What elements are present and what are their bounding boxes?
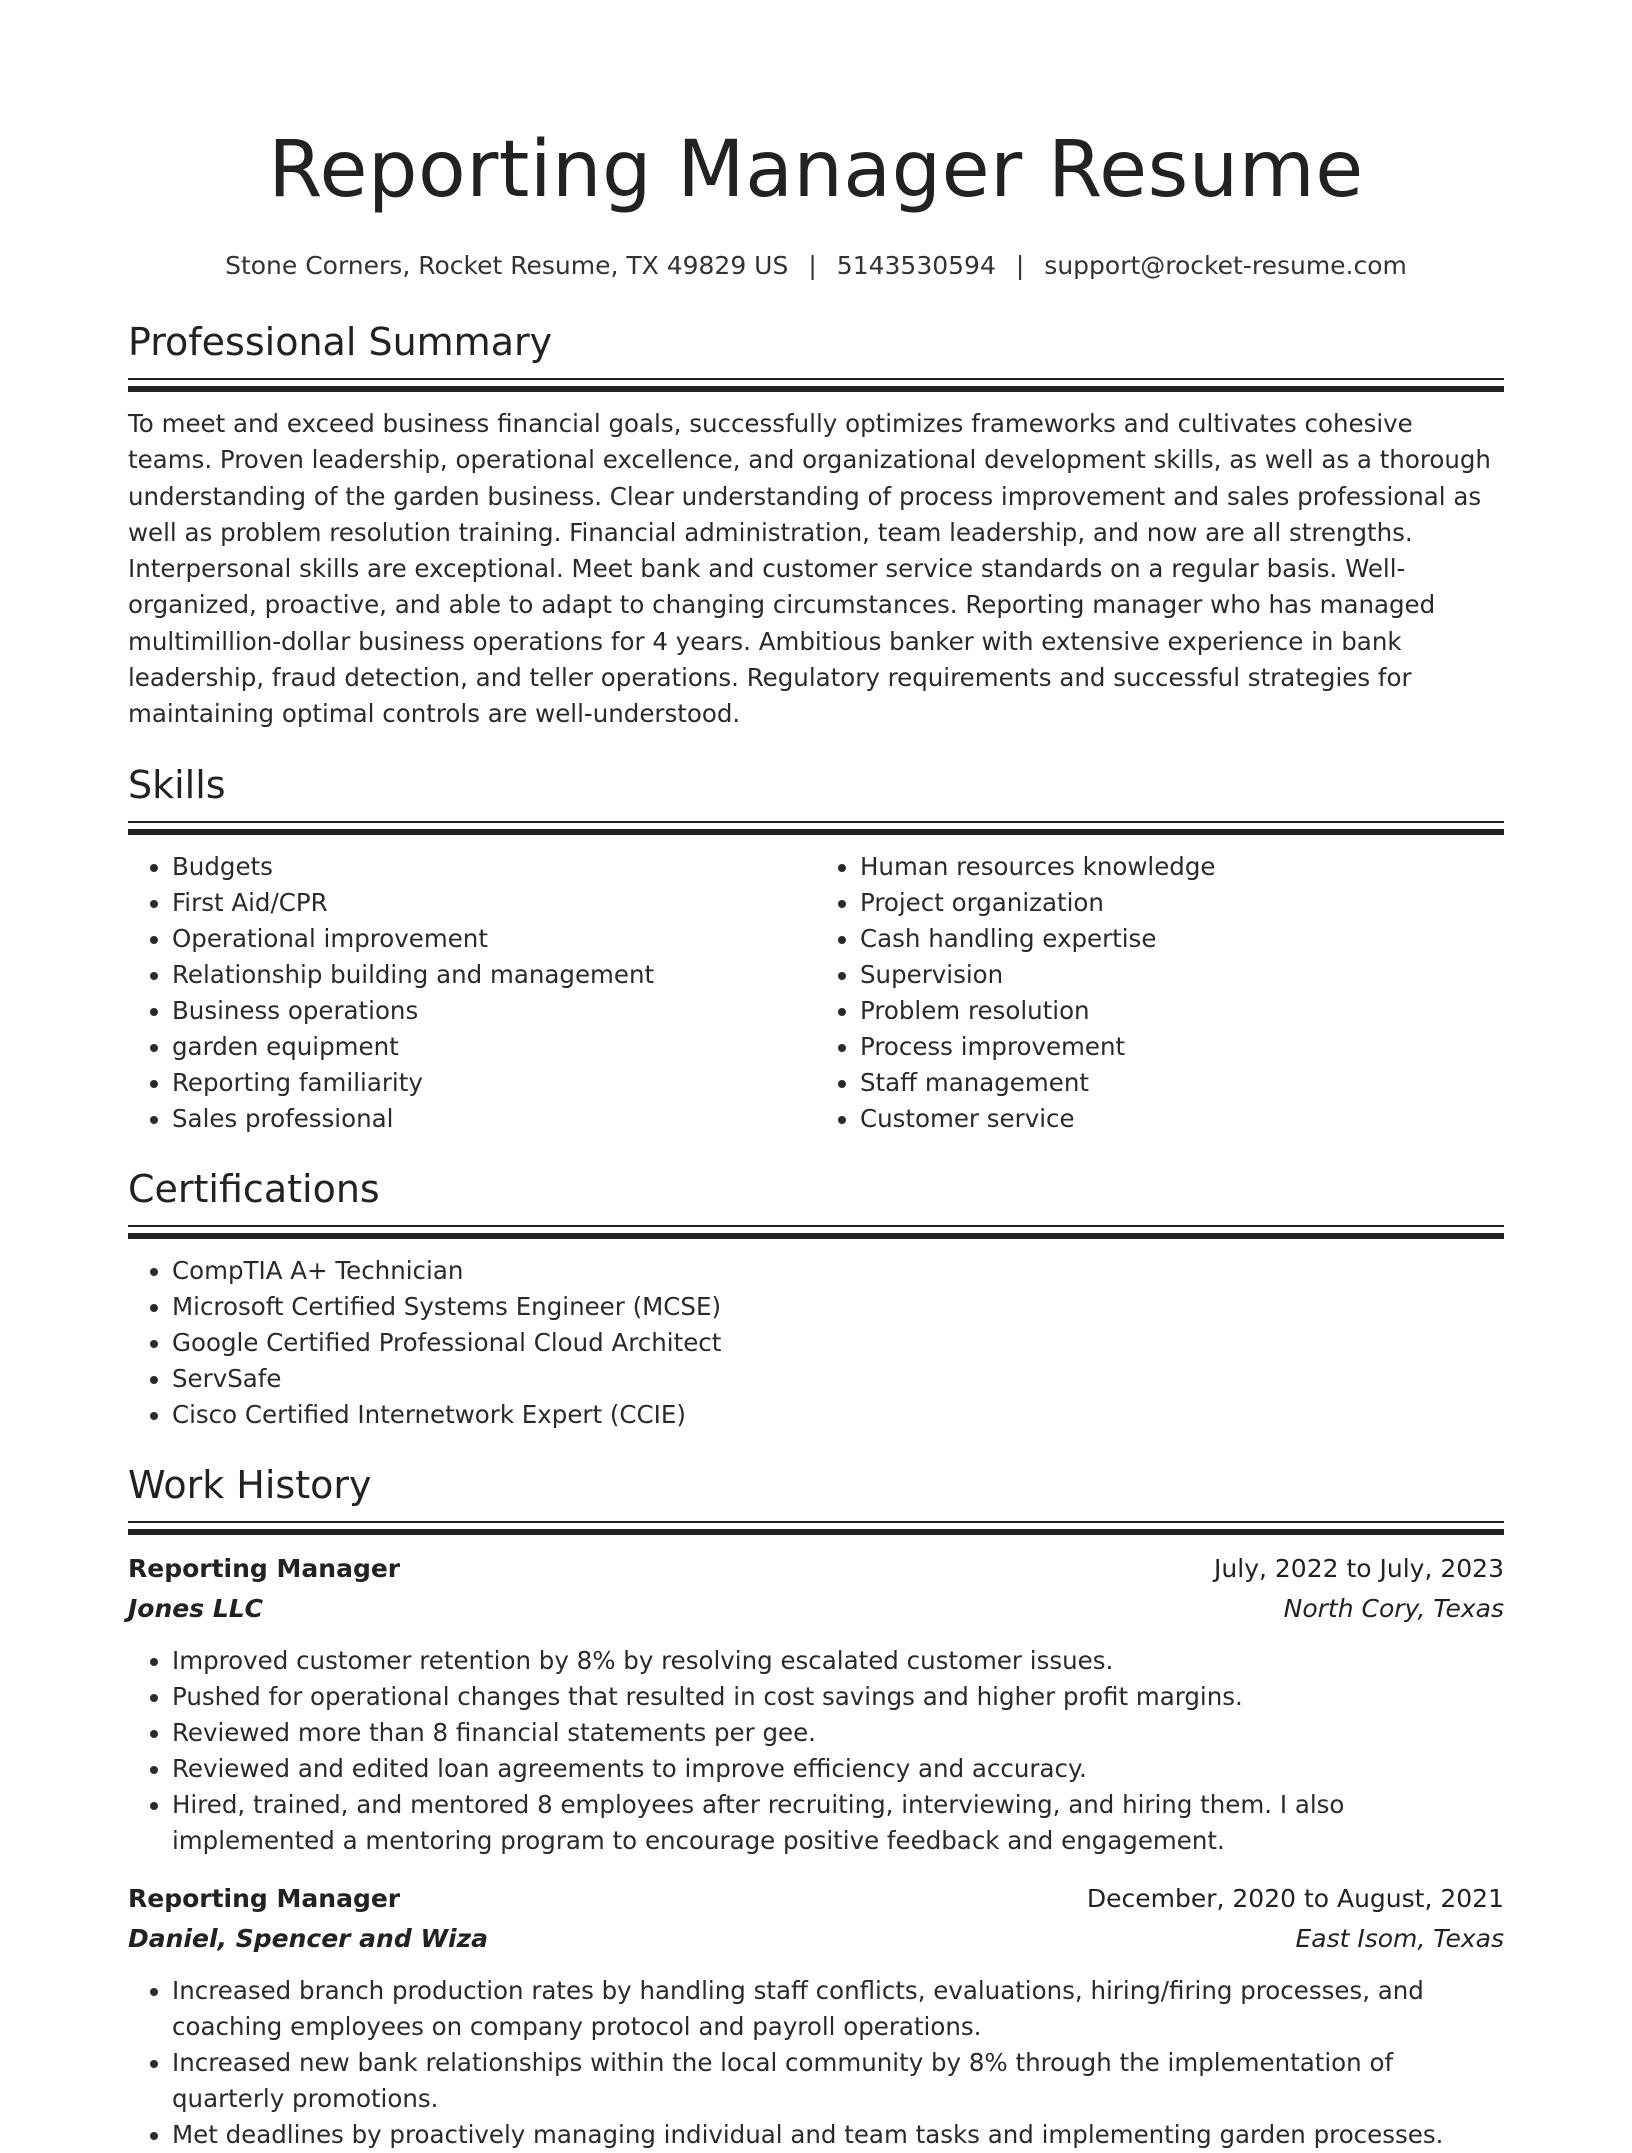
certifications-section (128, 1165, 1504, 1433)
job-entry (128, 1549, 1504, 1859)
work-history-section (128, 1461, 1504, 2153)
job-bullet: • Met deadlines by proactively managing individual and team tasks and implementing garden processes. (172, 2117, 1504, 2153)
skills-list-left (128, 849, 816, 1137)
job-subheader (128, 1589, 1504, 1629)
certification-item: • ServSafe (172, 1361, 1504, 1397)
job-bullet: • Reviewed more than 8 financial statements per gee. (172, 1715, 1504, 1751)
job-bullet: • Hired, trained, and mentored 8 employees after recruiting, interviewing, and hiring them. I also implemented a mentoring program to encourage positive feedback and engagement. (172, 1787, 1504, 1859)
job-location: North Cory, Texas (1283, 1593, 1504, 1623)
certification-item: • Cisco Certified Internetwork Expert (CCIE) (172, 1397, 1504, 1433)
job-bullet: • Increased new bank relationships within the local community by 8% through the implementation of quarterly promotions. (172, 2045, 1504, 2117)
job-bullet: • Improved customer retention by 8% by resolving escalated customer issues. (172, 1643, 1504, 1679)
skill-item: • garden equipment (172, 1029, 816, 1065)
job-dates: December, 2020 to August, 2021 (1086, 1883, 1504, 1913)
summary-text: To meet and exceed business financial goals, successfully optimizes frameworks and cultivates cohesive teams. Proven leadership, operational excellence, and organizational development skills, as well as a thorough understanding of the garden business. Clear understanding of process improvement and sales professional as well as problem resolution training. Financial administration, team leadership, and now are all strengths. Interpersonal skills are exceptional. Meet bank and customer service standards on a regular basis. Well-organized, proactive, and able to adapt to changing circumstances. Reporting manager who has managed multimillion-dollar business operations for 4 years. Ambitious banker with extensive experience in bank leadership, fraud detection, and teller operations. Regulatory requirements and successful strategies for maintaining optimal controls are well-understood. (128, 409, 1491, 729)
summary-section (128, 318, 1504, 733)
skill-item: • Reporting familiarity (172, 1065, 816, 1101)
job-title: Reporting Manager (128, 1553, 401, 1583)
job-bullets (128, 1643, 1504, 1859)
skill-item: • Business operations (172, 993, 816, 1029)
skill-item: • Process improvement (860, 1029, 1504, 1065)
section-divider (128, 378, 1504, 392)
skill-item: • Customer service (860, 1101, 1504, 1137)
skills-columns (128, 849, 1504, 1137)
skill-item: • Project organization (860, 885, 1504, 921)
certification-item: • Google Certified Professional Cloud Architect (172, 1325, 1504, 1361)
job-header (128, 1879, 1504, 1919)
skill-item: • Staff management (860, 1065, 1504, 1101)
skill-item: • Budgets (172, 849, 816, 885)
skill-item: • First Aid/CPR (172, 885, 816, 921)
job-company: Daniel, Spencer and Wiza (128, 1923, 489, 1953)
skill-item: • Problem resolution (860, 993, 1504, 1029)
section-divider (128, 1521, 1504, 1535)
job-company: Jones LLC (128, 1593, 264, 1623)
certification-item: • CompTIA A+ Technician (172, 1253, 1504, 1289)
contact-phone: 5143530594 (836, 251, 996, 280)
skill-item: • Human resources knowledge (860, 849, 1504, 885)
job-header (128, 1549, 1504, 1589)
contact-separator: | (808, 251, 817, 280)
section-divider (128, 1225, 1504, 1239)
contact-email[interactable]: support@rocket-resume.com (1044, 251, 1407, 280)
job-bullet: • Increased branch production rates by handling staff conflicts, evaluations, hiring/firing processes, and coaching employees on company protocol and payroll operations. (172, 1973, 1504, 2045)
job-bullet: • Pushed for operational changes that resulted in cost savings and higher profit margins. (172, 1679, 1504, 1715)
skills-list-right (816, 849, 1504, 1137)
section-divider (128, 821, 1504, 835)
section-heading-summary: Professional Summary (128, 320, 553, 364)
skill-item: • Sales professional (172, 1101, 816, 1137)
contact-separator: | (1015, 251, 1025, 280)
skill-item: • Relationship building and management (172, 957, 816, 993)
job-subheader (128, 1919, 1504, 1959)
job-bullet: • Reviewed and edited loan agreements to improve efficiency and accuracy. (172, 1751, 1504, 1787)
job-location: East Isom, Texas (1295, 1923, 1504, 1953)
certification-item: • Microsoft Certified Systems Engineer (MCSE) (172, 1289, 1504, 1325)
skill-item: • Supervision (860, 957, 1504, 993)
job-bullets (128, 1973, 1504, 2153)
section-heading-skills: Skills (128, 762, 226, 807)
job-title: Reporting Manager (128, 1883, 401, 1913)
skill-item: • Operational improvement (172, 921, 816, 957)
job-dates: July, 2022 to July, 2023 (1214, 1553, 1504, 1583)
skills-section (128, 761, 1504, 1137)
contact-line (128, 250, 1504, 282)
contact-address: Stone Corners, Rocket Resume, TX 49829 US (225, 251, 789, 280)
skill-item: • Cash handling expertise (860, 921, 1504, 957)
certifications-list (128, 1253, 1504, 1433)
jobs-container (128, 1549, 1504, 2153)
resume-title: Reporting Manager Resume (268, 125, 1364, 215)
section-heading-certifications: Certifications (128, 1166, 380, 1211)
section-heading-work-history: Work History (128, 1462, 372, 1507)
